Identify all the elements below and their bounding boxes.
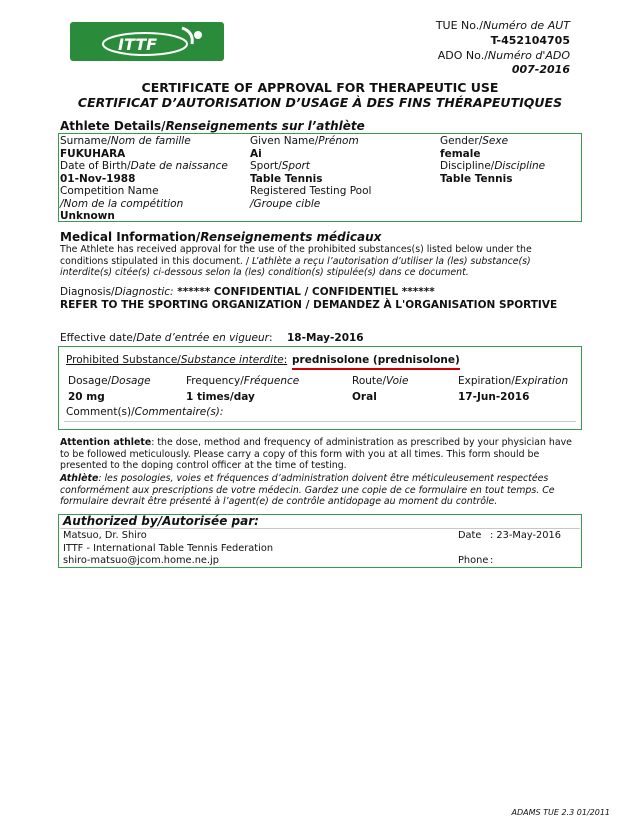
competition-label-fr: /Nom de la compétition [60,198,184,210]
surname-value: FUKUHARA [60,148,126,160]
medical-info-heading: Medical Information/Renseignements médicaux [60,230,382,244]
effective-date-label: Effective date/Date d’entrée en vigueur: [60,332,273,344]
discipline-value: Table Tennis [440,173,513,185]
competition-value: Unknown [60,210,115,222]
given-name-label: Given Name/Prénom [250,135,359,147]
ittf-logo-graphic [70,22,224,61]
ado-number: 007-2016 [511,63,570,76]
authorizer-org: ITTF - International Table Tennis Federation [63,543,274,554]
frequency-label: Frequency/Fréquence [186,375,300,387]
attention-en: Attention athlete: the dose, method and frequency of administration as prescribed by your physician have to be followed meticulously. Please carry a copy of this form with you at all times. This form should be presented to the doping control officer at the time of testing. [60,437,572,472]
tue-number: T-452104705 [490,34,570,47]
dosage-label: Dosage/Dosage [68,375,151,387]
phone-value: : [490,555,494,566]
athlete-details-heading: Athlete Details/Renseignements sur l’athlète [60,119,365,133]
surname-label: Surname/Nom de famille [60,135,191,147]
given-name-value: Ai [250,148,262,160]
expiration-value: 17-Jun-2016 [458,391,530,403]
sport-value: Table Tennis [250,173,323,185]
ittf-logo [70,22,224,61]
substance-value: prednisolone (prednisolone) [292,354,460,370]
authorized-divider [60,528,580,529]
gender-label: Gender/Sexe [440,135,509,147]
dob-label: Date of Birth/Date de naissance [60,160,228,172]
sport-label: Sport/Sport [250,160,310,172]
tue-number-label: TUE No./Numéro de AUT [435,19,570,32]
authorized-date-label: Date [458,530,482,541]
discipline-label: Discipline/Discipline [440,160,546,172]
dob-value: 01-Nov-1988 [60,173,136,185]
gender-value: female [440,148,481,160]
route-label: Route/Voie [352,375,409,387]
form-version: ADAMS TUE 2.3 01/2011 [511,808,610,817]
diagnosis-refer: REFER TO THE SPORTING ORGANIZATION / DEMANDEZ À L'ORGANISATION SPORTIVE [60,299,558,311]
rtp-label-fr: /Groupe cible [250,198,321,210]
dosage-value: 20 mg [68,391,105,403]
logo-text: ITTF [118,35,158,54]
comments-label: Comment(s)/Commentaire(s): [66,406,224,418]
effective-date-value: 18-May-2016 [287,332,364,344]
competition-label: Competition Name [60,185,159,197]
frequency-value: 1 times/day [186,391,255,403]
rtp-label: Registered Testing Pool [250,185,372,197]
certificate-title-en: CERTIFICATE OF APPROVAL FOR THERAPEUTIC USE [141,80,499,95]
comments-divider [64,421,576,422]
authorizer-name: Matsuo, Dr. Shiro [63,530,147,541]
authorized-date-value: : 23-May-2016 [490,530,561,541]
attention-fr: Athlète: les posologies, voies et fréquences d’administration doivent être méticuleusement respectées conformément aux prescriptions de votre médecin. Gardez une copie de ce formulaire en tout temps. Ce formulaire devrait être présenté à l’agent(e) de contrôle antidopage au moment du contrôle. [60,473,555,508]
ado-number-label: ADO No./Numéro d'ADO [437,49,570,62]
certificate-title-fr: CERTIFICAT D’AUTORISATION D’USAGE À DES FINS THÉRAPEUTIQUES [77,95,563,110]
authorized-heading: Authorized by/Autorisée par: [63,514,259,528]
expiration-label: Expiration/Expiration [458,375,569,387]
substance-label: Prohibited Substance/Substance interdite: [66,354,288,366]
route-value: Oral [352,391,377,403]
diagnosis-line: Diagnosis/Diagnostic: ****** CONFIDENTIAL / CONFIDENTIEL ****** [60,286,435,298]
authorizer-email: shiro-matsuo@jcom.home.ne.jp [63,555,219,566]
phone-label: Phone [458,555,489,566]
approval-paragraph: The Athlete has received approval for the use of the prohibited substances(s) listed below under the conditions stipulated in this document. / L’athlète a reçu l’autorisation d’utiliser la (les) substance(s) interdite(s) citée(s) ci-dessous selon la (les) condition(s) stipulée(s) dans ce document. [60,244,532,279]
